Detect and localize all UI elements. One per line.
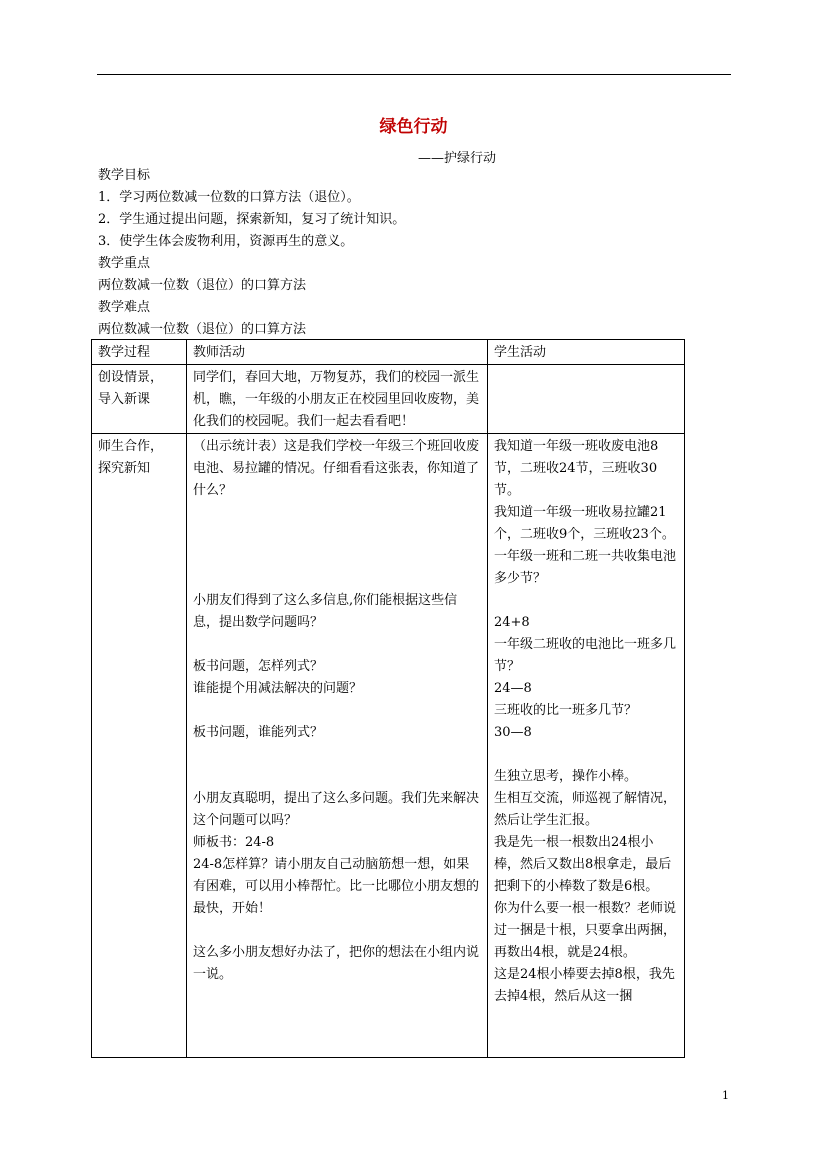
difficulty-text: 两位数减一位数（退位）的口算方法 (98, 322, 307, 337)
lesson-table (91, 339, 685, 1058)
student-text: 这是24根小棒要去掉8根，我先去掉4根，然后从这一捆 (494, 967, 675, 1004)
header-teacher: 教师活动 (187, 340, 488, 365)
key-point-text: 两位数减一位数（退位）的口算方法 (98, 278, 307, 293)
teacher-text: 谁能提个用减法解决的问题？ (193, 681, 363, 696)
student-cell (488, 365, 685, 434)
teacher-text: 小朋友们得到了这么多信息,你们能根据这些信息，提出数学问题吗？ (193, 593, 458, 630)
table-header-row (92, 340, 685, 365)
table-row (92, 434, 685, 1058)
student-text: 我知道一年级一班收废电池8节，二班收24节，三班收30节。 (494, 439, 659, 498)
student-text: 24—8 (494, 681, 532, 696)
header-rule (97, 74, 731, 75)
goals-heading: 教学目标 (98, 168, 151, 183)
process-cell (92, 365, 187, 434)
student-text: 三班收的比一班多几节？ (494, 703, 638, 718)
teacher-cell (187, 365, 488, 434)
teacher-text: 这么多小朋友想好办法了，把你的想法在小组内说一说。 (193, 945, 480, 982)
student-text: 24+8 (494, 615, 530, 630)
student-text: 我是先一根一根数出24根小棒，然后又数出8根拿走，最后把剩下的小棒数了数是6根。 (494, 835, 672, 894)
key-point-heading: 教学重点 (98, 256, 151, 271)
teacher-text: （出示统计表）这是我们学校一年级三个班回收废电池、易拉罐的情况。仔细看看这张表，你知道了什么？ (193, 439, 480, 498)
process-cell (92, 434, 187, 1058)
teacher-text: 板书问题，谁能列式？ (193, 725, 324, 740)
process-text: 师生合作， (98, 439, 164, 454)
teacher-text: 24-8怎样算？请小朋友自己动脑筋想一想，如果有困难，可以用小棒帮忙。比一比哪位小朋友想的最快，开始！ (193, 857, 480, 916)
difficulty-heading: 教学难点 (98, 300, 151, 315)
goal-item-2: 2．学生通过提出问题，探索新知，复习了统计知识。 (98, 212, 406, 227)
page-number: 1 (722, 1089, 729, 1102)
process-text: 探究新知 (98, 461, 151, 476)
teacher-cell (187, 434, 488, 1058)
teacher-text: 同学们，春回大地，万物复苏，我们的校园一派生机，瞧，一年级的小朋友正在校园里回收废物，美化我们的校园呢。我们一起去看看吧！ (193, 370, 480, 429)
student-text: 30—8 (494, 725, 532, 740)
teacher-text: 板书问题，怎样列式？ (193, 659, 324, 674)
goal-item-1: 1．学习两位数减一位数的口算方法（退位）。 (98, 190, 360, 205)
goal-item-3: 3．使学生体会废物利用，资源再生的意义。 (98, 234, 354, 249)
page-title: 绿色行动 (379, 117, 448, 137)
page-subtitle: ——护绿行动 (418, 151, 497, 166)
student-text: 一年级一班和二班一共收集电池多少节？ (494, 549, 677, 586)
student-cell (488, 434, 685, 1058)
header-process: 教学过程 (92, 340, 187, 365)
header-student: 学生活动 (488, 340, 685, 365)
student-text: 我知道一年级一班收易拉罐21个，二班收9个，三班收23个。 (494, 505, 675, 542)
process-text: 导入新课 (98, 392, 151, 407)
student-text: 一年级二班收的电池比一班多几节？ (494, 637, 677, 674)
process-text: 创设情景， (98, 370, 164, 385)
table-row (92, 365, 685, 434)
student-text: 你为什么要一根一根数？老师说过一捆是十根，只要拿出两捆，再数出4根，就是24根。 (494, 901, 677, 960)
teacher-text: 小朋友真聪明，提出了这么多问题。我们先来解决这个问题可以吗？ (193, 791, 480, 828)
teacher-text: 师板书：24-8 (193, 835, 275, 850)
student-text: 生独立思考，操作小棒。 (494, 769, 638, 784)
student-text: 生相互交流，师巡视了解情况，然后让学生汇报。 (494, 791, 677, 828)
